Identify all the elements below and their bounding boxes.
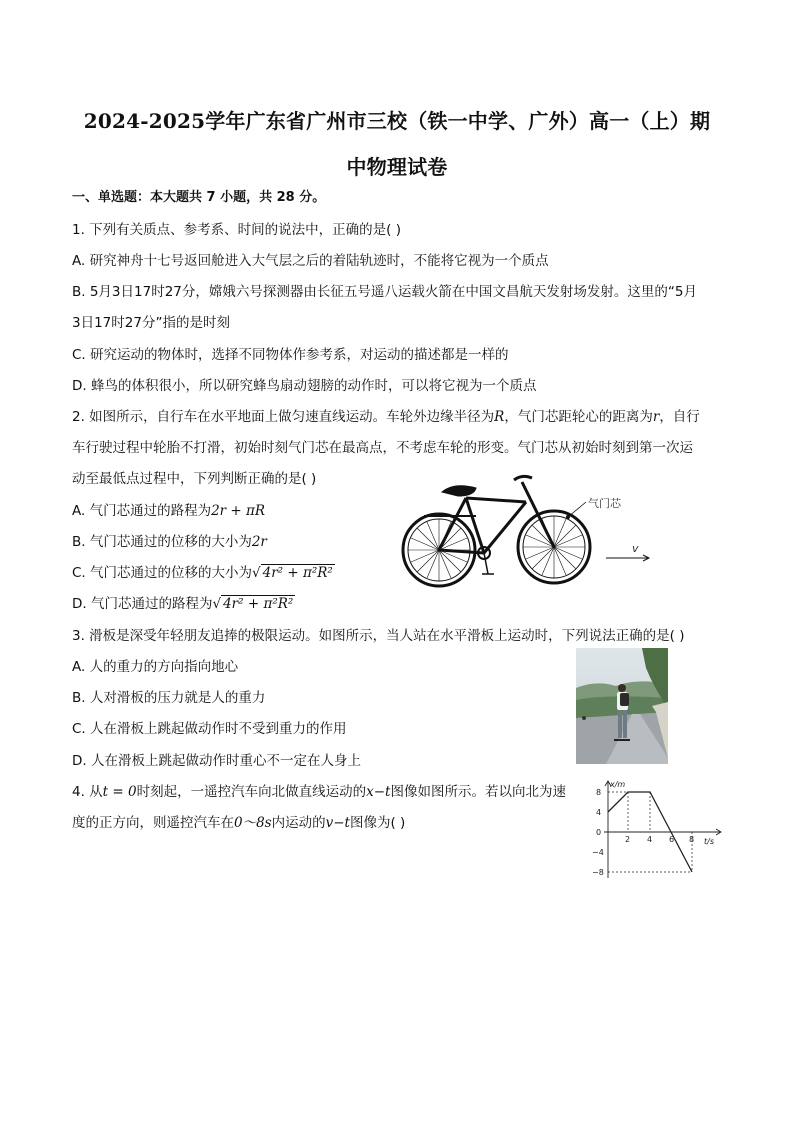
title-line-1: 2024-2025学年广东省广州市三校（铁一中学、广外）高一（上）期 (83, 109, 711, 133)
sqrt-expression: √ 4r² + π²R² (252, 565, 333, 581)
y-tick-neg8: −8 (592, 868, 604, 877)
radius-r: r (652, 409, 660, 425)
q2-option-a: A. 气门芯通过的路程为2r + πR (72, 503, 266, 519)
q3-option-b: B. 人对滑板的压力就是人的重力 (72, 690, 266, 706)
q2-option-d: D. 气门芯通过的路程为√ 4r² + π²R² (72, 596, 294, 612)
radius-R: R (494, 409, 505, 425)
xt-graph (592, 778, 728, 882)
q4-stem-line2: 度的正方向，则遥控汽车在0～8s内运动的v−t图像为( ) (72, 815, 406, 831)
q3-option-c: C. 人在滑板上跳起做动作时不受到重力的作用 (72, 721, 347, 737)
q4-stem-line1: 4. 从t = 0时刻起，一遥控汽车向北做直线运动的x−t图像如图所示。若以向北为速 (72, 784, 566, 800)
y-tick-4: 4 (596, 808, 602, 817)
q1-option-b-line2: 3日17时27分”指的是时刻 (72, 315, 230, 331)
x-tick-6: 6 (669, 835, 675, 844)
bicycle-figure (396, 470, 666, 595)
q2-option-b: B. 气门芯通过的位移的大小为2r (72, 534, 267, 550)
q3-stem: 3. 滑板是深受年轻朋友追捧的极限运动。如图所示，当人站在水平滑板上运动时，下列说法正确的是( ) (72, 628, 685, 644)
y-tick-8: 8 (596, 788, 602, 797)
exam-title (70, 98, 724, 190)
title-line-2: 中物理试卷 (346, 155, 448, 179)
x-tick-2: 2 (625, 835, 631, 844)
q2-stem-line1: 2. 如图所示，自行车在水平地面上做匀速直线运动。车轮外边缘半径为R，气门芯距轮心的距离为r，自行 (72, 409, 700, 425)
q2-stem-line3: 动至最低点过程中，下列判断正确的是( ) (72, 471, 317, 487)
q3-option-d: D. 人在滑板上跳起做动作时重心不一定在人身上 (72, 753, 361, 769)
y-tick-neg4: −4 (592, 848, 604, 857)
x-tick-8: 8 (689, 835, 695, 844)
graph-y-label: x/m (610, 780, 626, 789)
valve-core-label: 气门芯 (588, 497, 621, 510)
q1-option-d: D. 蜂鸟的体积很小，所以研究蜂鸟扇动翅膀的动作时，可以将它视为一个质点 (72, 378, 537, 394)
q3-option-a: A. 人的重力的方向指向地心 (72, 659, 239, 675)
y-tick-0: 0 (596, 828, 602, 837)
skateboard-photo (576, 648, 668, 764)
q2-stem-line2: 车行驶过程中轮胎不打滑，初始时刻气门芯在最高点，不考虑车轮的形变。气门芯从初始时刻到第一次运 (72, 440, 693, 456)
velocity-label: v (632, 542, 639, 555)
sqrt-expression: √ 4r² + π²R² (212, 596, 294, 612)
q1-option-a: A. 研究神舟十七号返回舱进入大气层之后的着陆轨迹时，不能将它视为一个质点 (72, 253, 549, 269)
q1-stem: 1. 下列有关质点、参考系、时间的说法中，正确的是( ) (72, 222, 401, 238)
section-heading: 一、单选题：本大题共 7 小题，共 28 分。 (72, 190, 326, 205)
q1-option-b-line1: B. 5月3日17时27分，嫦娥六号探测器由长征五号遥八运载火箭在中国文昌航天发射场发射。这里的“5月 (72, 284, 697, 300)
q2-option-c: C. 气门芯通过的位移的大小为√ 4r² + π²R² (72, 565, 333, 581)
q1-option-c: C. 研究运动的物体时，选择不同物体作参考系，对运动的描述都是一样的 (72, 347, 509, 363)
x-tick-4: 4 (647, 835, 653, 844)
graph-x-label: t/s (704, 837, 714, 846)
